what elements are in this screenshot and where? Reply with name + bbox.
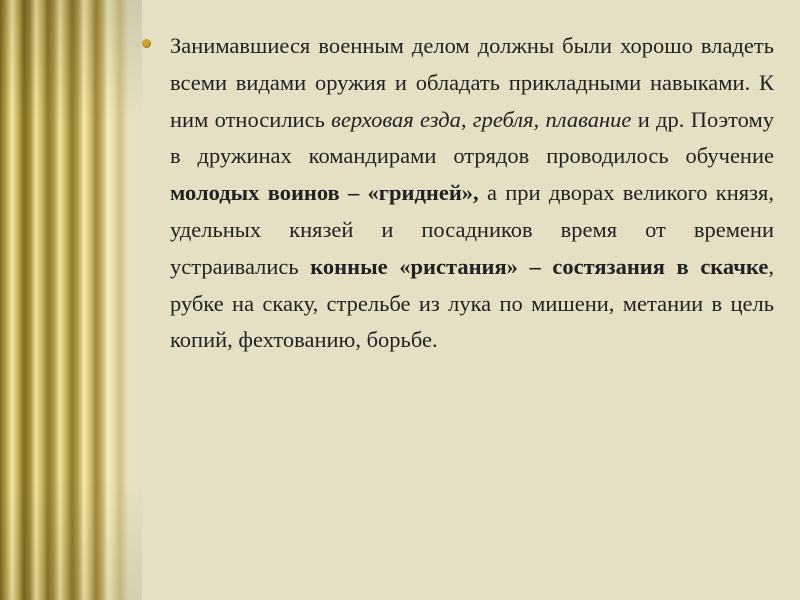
text-italic-riding-rowing-swimming: верховая езда, гребля, плавание [331, 106, 632, 132]
drapery-shading [0, 0, 142, 600]
text-segment-2: и др. Поэтому в дружинах командирами отрядов проводилось обучение [170, 106, 774, 169]
text-segment-4: , рубке на скаку, стрельбе из лука по мишени, метании в цель копий, фехтованию, борьбе. [170, 253, 774, 353]
text-segment-1: Занимавшиеся военным делом должны были хорошо владеть всеми видами оружия и обладать прикладными навыками. К ним относились [170, 33, 774, 132]
bullet-icon [142, 39, 151, 48]
slide-content [170, 28, 774, 359]
text-bold-horse-races: конные «ристания» – состязания в скачке [310, 253, 769, 279]
text-segment-3: а при дворах великого князя, удельных князей и посадников время от времени устраивались [170, 180, 774, 279]
text-bold-young-warriors: молодых воинов – «гридней», [170, 180, 479, 206]
slide-paragraph [170, 28, 774, 359]
